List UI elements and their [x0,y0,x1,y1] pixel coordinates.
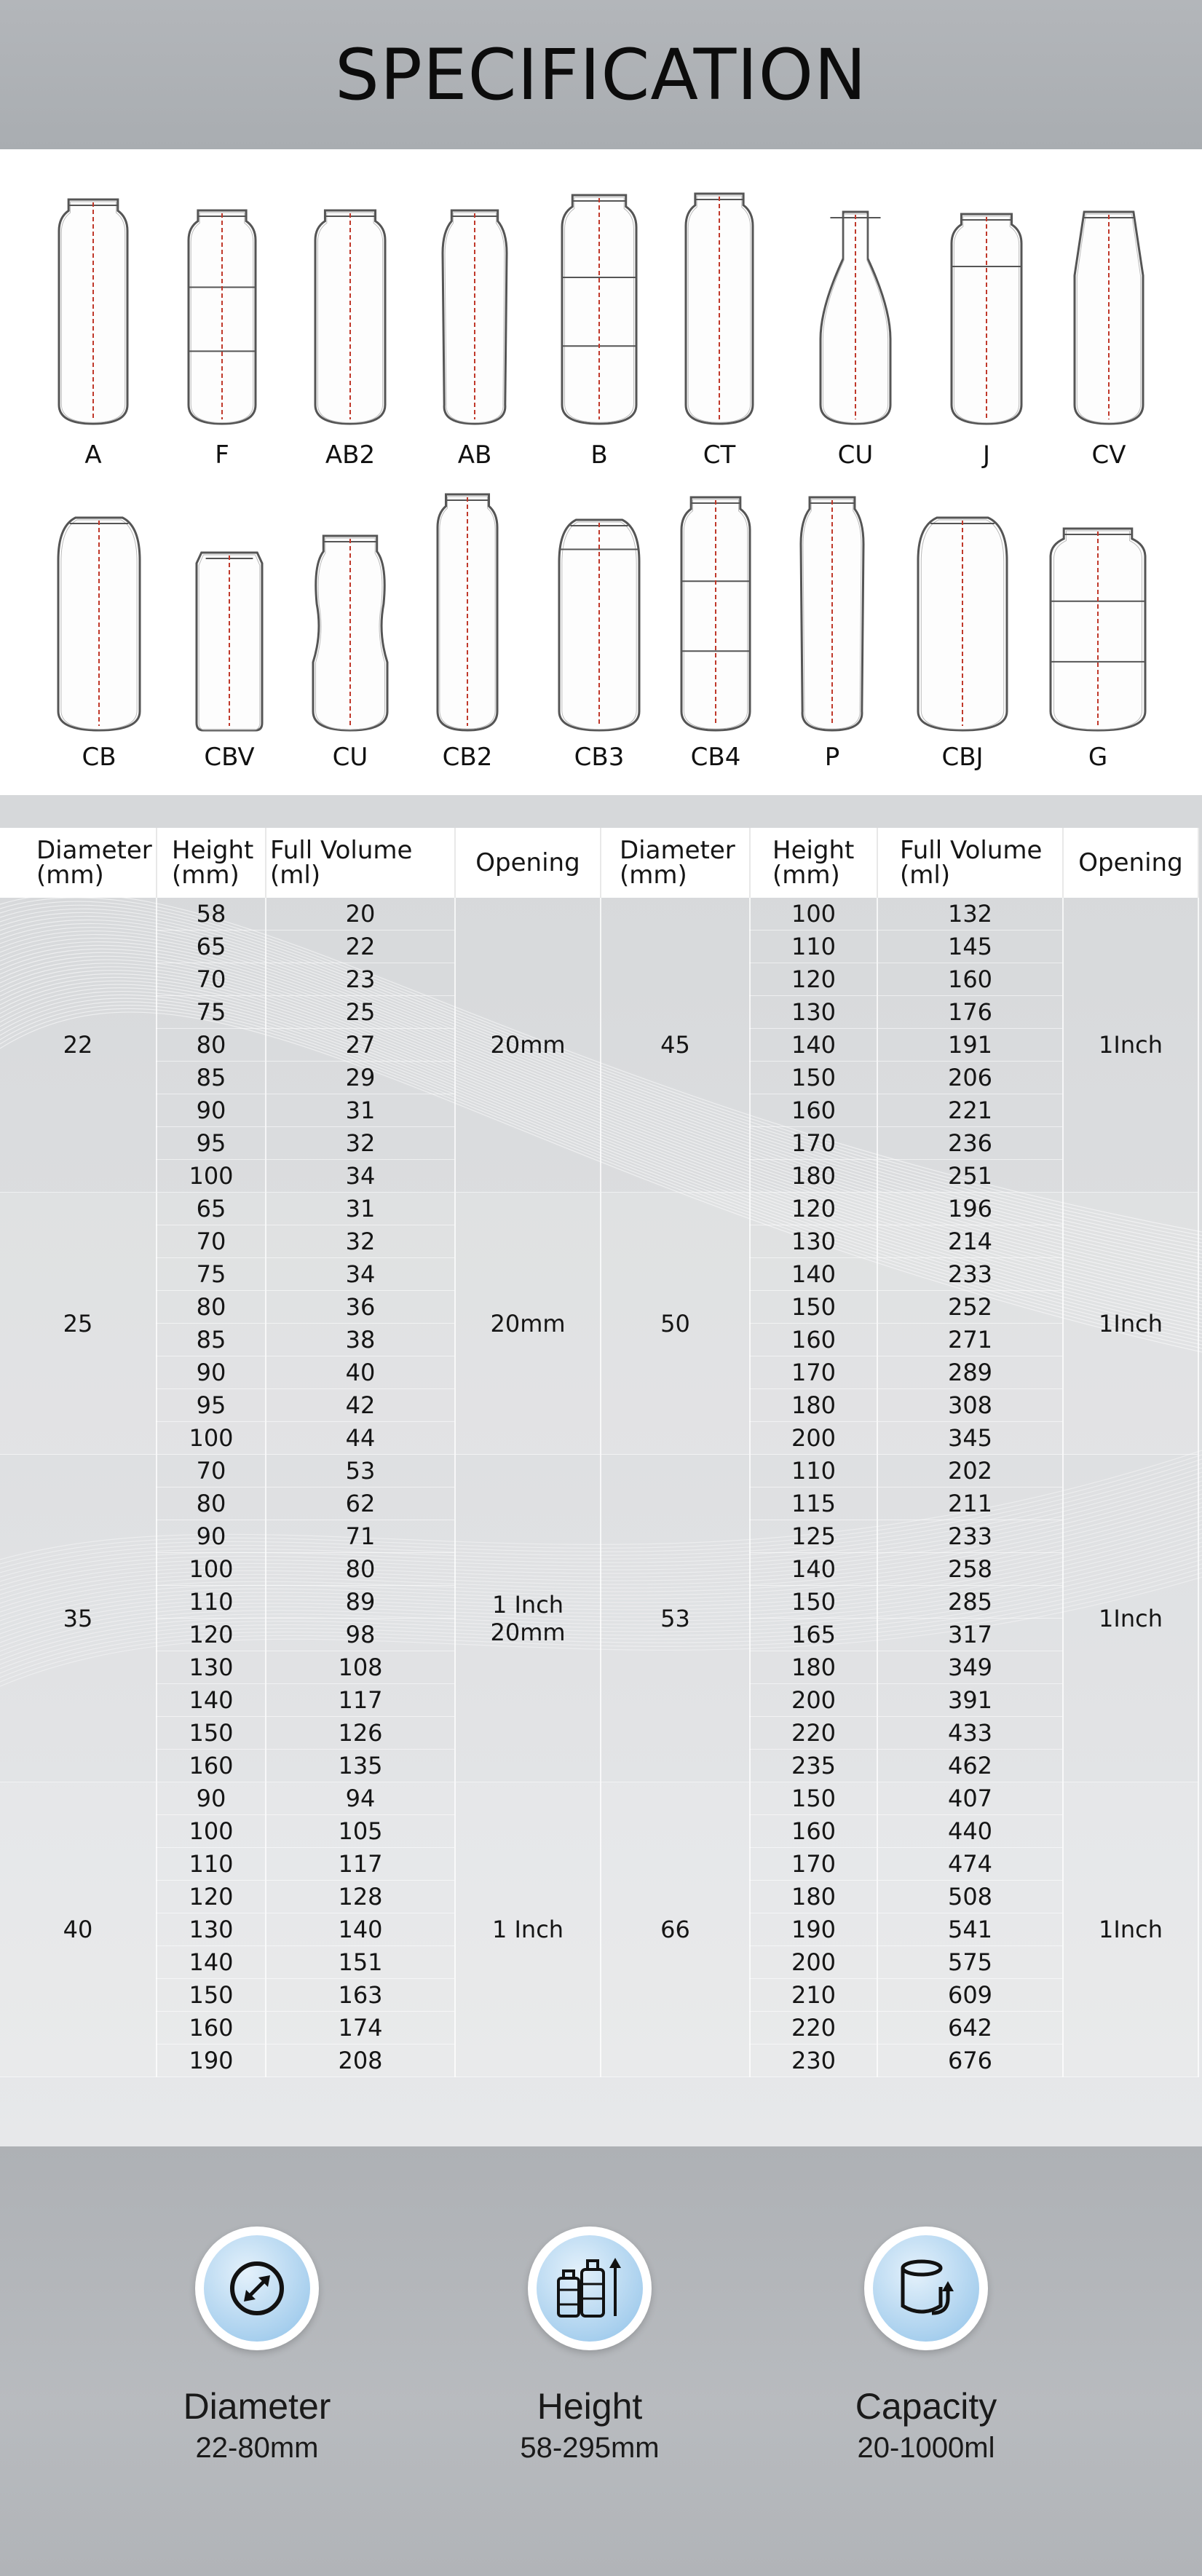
volume-cell-right: 541 [877,1913,1063,1946]
feature-diameter [111,2227,403,2465]
bottle-label: A [84,440,102,470]
volume-cell-right: 642 [877,2012,1063,2044]
header-opening: Opening [455,828,601,898]
volume-cell: 31 [266,1193,455,1225]
volume-cell-right: 196 [877,1193,1063,1225]
volume-cell: 25 [266,996,455,1029]
volume-cell-right: 160 [877,963,1063,996]
height-cell: 100 [157,1815,266,1848]
volume-cell: 140 [266,1913,455,1946]
height-cell-right: 100 [750,898,877,931]
feature-value: 58-295mm [520,2432,660,2464]
height-cell-right: 140 [750,1029,877,1062]
height-cell-right: 140 [750,1258,877,1291]
bottle-outline-icon [55,199,132,426]
height-cell: 100 [157,1422,266,1455]
bottle-shape-f [184,210,260,426]
volume-cell: 174 [266,2012,455,2044]
capacity-icon-badge [864,2227,988,2350]
opening-cell-right: 1Inch [1063,1455,1198,1782]
diameter-cell: 35 [0,1455,157,1782]
height-cell-right: 180 [750,1389,877,1422]
volume-cell-right: 575 [877,1946,1063,1979]
volume-cell-right: 508 [877,1881,1063,1913]
volume-cell-right: 289 [877,1356,1063,1389]
height-cell-right: 170 [750,1848,877,1881]
bottle-label: CB3 [574,743,625,772]
height-cell-right: 210 [750,1979,877,2012]
opening-cell [455,1193,601,1455]
volume-cell-right: 211 [877,1487,1063,1520]
height-cell: 70 [157,963,266,996]
volume-cell: 38 [266,1324,455,1356]
height-cell-right: 180 [750,1651,877,1684]
height-cell: 100 [157,1160,266,1193]
volume-cell-right: 258 [877,1553,1063,1586]
bottle-shape-g [1046,528,1150,732]
feature-height [444,2227,735,2465]
height-cell: 70 [157,1455,266,1487]
bottle-outline-icon [54,517,144,732]
opening-cell-right: 1Inch [1063,1782,1198,2077]
height-cell: 160 [157,2012,266,2044]
height-cell-right: 180 [750,1160,877,1193]
diameter-cell-right: 66 [601,1782,750,2077]
header-volume-right: Full Volume (ml) [877,828,1063,898]
volume-cell-right: 474 [877,1848,1063,1881]
header-height-right: Height (mm) [750,828,877,898]
bottle-outline-icon [677,497,754,732]
table-row [0,1782,1198,1815]
table-header-row [0,828,1198,898]
volume-cell: 34 [266,1258,455,1291]
volume-cell-right: 202 [877,1455,1063,1487]
table-row [0,1193,1198,1225]
opening-cell [455,1455,601,1782]
opening-cell [455,898,601,1193]
height-cell: 90 [157,1782,266,1815]
height-cell: 120 [157,1619,266,1651]
height-cell-right: 230 [750,2044,877,2077]
volume-cell-right: 206 [877,1062,1063,1094]
diameter-arrows-icon [222,2253,292,2323]
height-cell-right: 170 [750,1356,877,1389]
volume-cell: 94 [266,1782,455,1815]
height-cell-right: 150 [750,1062,877,1094]
height-icon-badge [528,2227,652,2350]
bottle-outline-icon [309,535,392,732]
bottle-outline-icon [433,494,502,732]
volume-cell-right: 349 [877,1651,1063,1684]
height-cell-right: 165 [750,1619,877,1651]
bottle-label: P [824,743,840,772]
height-cell: 150 [157,1979,266,2012]
height-cell: 130 [157,1913,266,1946]
height-cell: 65 [157,931,266,963]
feature-value: 20-1000ml [857,2432,995,2464]
diameter-icon-badge [195,2227,319,2350]
volume-cell: 27 [266,1029,455,1062]
bottle-shape-ab2 [311,210,390,426]
height-cell-right: 125 [750,1520,877,1553]
height-cell: 160 [157,1750,266,1782]
diameter-cell-right: 53 [601,1455,750,1782]
bottle-label: CBJ [941,743,984,772]
height-cell: 75 [157,996,266,1029]
height-cell: 95 [157,1127,266,1160]
bottle-shape-cbj [914,517,1011,732]
height-cell-right: 200 [750,1684,877,1717]
volume-cell: 117 [266,1684,455,1717]
height-cell-right: 140 [750,1553,877,1586]
volume-cell-right: 345 [877,1422,1063,1455]
bottle-shape-cu [816,211,895,426]
volume-cell: 36 [266,1291,455,1324]
bottle-shape-cu [309,535,392,732]
diameter-cell-right: 50 [601,1193,750,1455]
bottle-shape-ct [681,193,757,426]
opening-cell [455,1782,601,2077]
volume-cell-right: 285 [877,1586,1063,1619]
diameter-cell-right: 45 [601,898,750,1193]
volume-cell: 23 [266,963,455,996]
header-diameter-right: Diameter (mm) [601,828,750,898]
volume-cell: 163 [266,1979,455,2012]
height-cell-right: 200 [750,1946,877,1979]
volume-cell: 208 [266,2044,455,2077]
feature-title: Diameter [183,2386,331,2427]
volume-cell-right: 176 [877,996,1063,1029]
can-capacity-icon [891,2252,961,2325]
height-cell: 80 [157,1029,266,1062]
bottle-outline-icon [555,519,644,732]
volume-cell-right: 233 [877,1520,1063,1553]
diameter-cell: 25 [0,1193,157,1455]
volume-cell: 29 [266,1062,455,1094]
volume-cell: 44 [266,1422,455,1455]
height-cell: 85 [157,1324,266,1356]
height-cell-right: 120 [750,1193,877,1225]
spec-table [0,828,1199,2077]
bottle-shape-cb3 [555,519,644,732]
header-height: Height (mm) [157,828,266,898]
height-cell-right: 150 [750,1586,877,1619]
height-cell: 80 [157,1487,266,1520]
volume-cell: 135 [266,1750,455,1782]
opening-value: 20mm [490,1031,566,1059]
bottle-shape-cb [54,517,144,732]
height-cell-right: 160 [750,1815,877,1848]
bottle-outline-icon [311,210,390,426]
height-cell-right: 150 [750,1782,877,1815]
bottle-shapes-panel [0,149,1202,795]
spec-table-section [0,795,1202,2146]
volume-cell: 89 [266,1586,455,1619]
height-cell-right: 235 [750,1750,877,1782]
volume-cell-right: 676 [877,2044,1063,2077]
bottle-shape-cb2 [433,494,502,732]
opening-value: 20mm [490,1618,566,1646]
height-cell: 140 [157,1684,266,1717]
bottle-label: CU [837,440,874,470]
opening-value: 1 Inch [491,1590,564,1619]
volume-cell-right: 317 [877,1619,1063,1651]
height-cell-right: 110 [750,931,877,963]
height-cell: 75 [157,1258,266,1291]
volume-cell: 62 [266,1487,455,1520]
opening-cell-right: 1Inch [1063,1193,1198,1455]
volume-cell: 40 [266,1356,455,1389]
opening-value: 1 Inch [491,1916,564,1943]
height-cell: 65 [157,1193,266,1225]
bottle-outline-icon [558,194,641,426]
bottle-shape-p [796,497,868,732]
volume-cell: 42 [266,1389,455,1422]
bottle-label: CB [82,743,116,772]
height-cell-right: 110 [750,1455,877,1487]
diameter-cell: 40 [0,1782,157,2077]
height-cell-right: 190 [750,1913,877,1946]
volume-cell-right: 145 [877,931,1063,963]
bottles-height-icon [550,2252,630,2325]
volume-cell-right: 271 [877,1324,1063,1356]
height-cell: 190 [157,2044,266,2077]
volume-cell: 22 [266,931,455,963]
volume-cell: 32 [266,1225,455,1258]
bottle-label: CV [1091,440,1126,470]
height-cell-right: 120 [750,963,877,996]
bottle-label: CT [703,440,736,470]
height-cell-right: 220 [750,2012,877,2044]
bottle-shape-cb4 [677,497,754,732]
feature-title: Height [537,2386,643,2427]
volume-cell-right: 221 [877,1094,1063,1127]
volume-cell-right: 407 [877,1782,1063,1815]
volume-cell: 32 [266,1127,455,1160]
height-cell: 120 [157,1881,266,1913]
volume-cell-right: 433 [877,1717,1063,1750]
volume-cell-right: 609 [877,1979,1063,2012]
bottle-outline-icon [184,210,260,426]
feature-value: 22-80mm [195,2432,319,2464]
feature-title: Capacity [855,2386,997,2427]
volume-cell-right: 252 [877,1291,1063,1324]
bottle-label: CU [332,743,368,772]
volume-cell: 31 [266,1094,455,1127]
volume-cell-right: 132 [877,898,1063,931]
height-cell-right: 180 [750,1881,877,1913]
height-cell: 110 [157,1586,266,1619]
volume-cell: 128 [266,1881,455,1913]
diameter-cell: 22 [0,898,157,1193]
volume-cell: 151 [266,1946,455,1979]
bottle-label: AB2 [325,440,376,470]
volume-cell: 98 [266,1619,455,1651]
volume-cell-right: 236 [877,1127,1063,1160]
height-cell: 85 [157,1062,266,1094]
height-cell: 130 [157,1651,266,1684]
height-cell: 150 [157,1717,266,1750]
height-cell-right: 200 [750,1422,877,1455]
height-cell: 90 [157,1356,266,1389]
opening-value: 20mm [490,1309,566,1338]
height-cell: 100 [157,1553,266,1586]
bottle-label: CB2 [442,743,493,772]
volume-cell-right: 214 [877,1225,1063,1258]
bottle-outline-icon [816,211,895,426]
bottle-label: CBV [204,743,255,772]
volume-cell: 105 [266,1815,455,1848]
volume-cell: 80 [266,1553,455,1586]
height-cell-right: 160 [750,1094,877,1127]
bottle-label: CB4 [690,743,741,772]
volume-cell: 71 [266,1520,455,1553]
volume-cell-right: 462 [877,1750,1063,1782]
volume-cell: 53 [266,1455,455,1487]
header-volume: Full Volume (ml) [266,828,455,898]
page-title: SPECIFICATION [335,33,867,116]
volume-cell: 20 [266,898,455,931]
volume-cell: 34 [266,1160,455,1193]
bottle-shape-a [55,199,132,426]
height-cell: 58 [157,898,266,931]
bottle-label: G [1088,743,1108,772]
height-cell: 80 [157,1291,266,1324]
height-cell: 140 [157,1946,266,1979]
volume-cell-right: 391 [877,1684,1063,1717]
bottle-shape-cv [1070,211,1147,426]
table-row [0,898,1198,931]
bottle-outline-icon [438,210,511,426]
feature-capacity [780,2227,1072,2465]
height-cell-right: 170 [750,1127,877,1160]
volume-cell: 108 [266,1651,455,1684]
bottle-shape-j [947,213,1026,426]
height-cell-right: 115 [750,1487,877,1520]
volume-cell-right: 191 [877,1029,1063,1062]
height-cell: 110 [157,1848,266,1881]
bottle-outline-icon [947,213,1026,426]
height-cell-right: 130 [750,996,877,1029]
features-footer [0,2146,1202,2576]
header-banner [0,0,1202,149]
height-cell: 95 [157,1389,266,1422]
volume-cell-right: 251 [877,1160,1063,1193]
bottle-outline-icon [1070,211,1147,426]
bottle-label: F [215,440,229,470]
header-opening-right: Opening [1063,828,1198,898]
bottle-outline-icon [914,517,1011,732]
height-cell-right: 220 [750,1717,877,1750]
volume-cell-right: 233 [877,1258,1063,1291]
height-cell-right: 130 [750,1225,877,1258]
bottle-shape-b [558,194,641,426]
volume-cell-right: 440 [877,1815,1063,1848]
bottle-outline-icon [1046,528,1150,732]
bottle-outline-icon [192,552,266,732]
opening-cell-right: 1Inch [1063,898,1198,1193]
bottle-shape-cbv [192,552,266,732]
header-diameter: Diameter (mm) [0,828,157,898]
bottle-label: J [982,440,991,470]
bottle-label: AB [457,440,492,470]
height-cell: 90 [157,1520,266,1553]
volume-cell-right: 308 [877,1389,1063,1422]
height-cell: 70 [157,1225,266,1258]
bottle-shape-ab [438,210,511,426]
bottle-outline-icon [796,497,868,732]
bottle-label: B [590,440,608,470]
volume-cell: 126 [266,1717,455,1750]
height-cell-right: 160 [750,1324,877,1356]
bottle-outline-icon [681,193,757,426]
volume-cell: 117 [266,1848,455,1881]
height-cell-right: 150 [750,1291,877,1324]
table-row [0,1455,1198,1487]
height-cell: 90 [157,1094,266,1127]
